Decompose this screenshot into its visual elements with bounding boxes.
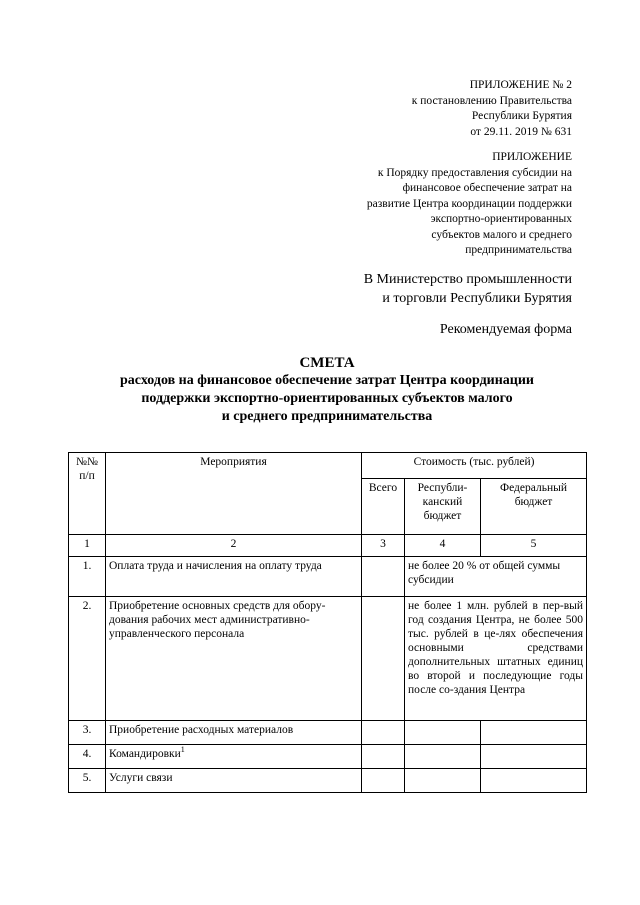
row-number: 2. <box>69 597 106 721</box>
col-event-header: Мероприятия <box>106 453 362 535</box>
row-federal-cell <box>481 745 587 769</box>
appendix-line: финансовое обеспечение затрат на <box>402 182 572 194</box>
column-number: 4 <box>405 535 481 557</box>
appendix-line: к Порядку предоставления субсидии на <box>377 166 572 179</box>
header-row <box>69 453 587 479</box>
addressee-line: и торговли Республики Бурятия <box>382 291 572 306</box>
row-federal-cell <box>481 769 587 793</box>
row-number: 5. <box>69 769 106 793</box>
row-event-cell <box>106 745 362 769</box>
appendix-2-header <box>412 78 572 140</box>
col-total-header: Всего <box>362 479 405 535</box>
row-federal-cell <box>481 721 587 745</box>
row-budget-note: не более 1 млн. рублей в пер-вый год создания Центра, не более 500 тыс. рублей в це-лях обеспечения основными средствами дополнительных штатных единиц во второй и последующие годы после со-здания Центра <box>405 597 587 721</box>
column-number: 5 <box>481 535 587 557</box>
appendix-line: экспортно-ориентированных <box>430 213 572 225</box>
appendix-line: ПРИЛОЖЕНИЕ <box>492 151 572 163</box>
appendix-line: развитие Центра координации поддержки <box>366 197 572 210</box>
row-total-cell <box>362 557 405 597</box>
row-event: Услуги связи <box>106 769 362 793</box>
appendix-line: субъектов малого и среднего <box>431 228 572 241</box>
table-row <box>69 721 587 745</box>
row-republic-cell <box>405 769 481 793</box>
col-federal-header: Федеральный бюджет <box>481 479 587 535</box>
appendix-2-line: к постановлению Правительства <box>411 94 572 107</box>
table-row <box>69 557 587 597</box>
form-note: Рекомендуемая форма <box>439 322 572 337</box>
title-line: и среднего предпринимательства <box>221 409 433 424</box>
appendix-2-line: ПРИЛОЖЕНИЕ № 2 <box>469 79 572 91</box>
row-republic-cell <box>405 745 481 769</box>
row-number: 4. <box>69 745 106 769</box>
table-row <box>69 769 587 793</box>
col-cost-header: Стоимость (тыс. рублей) <box>362 453 587 479</box>
row-number: 3. <box>69 721 106 745</box>
title-heading: СМЕТА <box>299 355 355 371</box>
row-event: Командировки <box>109 748 181 760</box>
appendix-line: предпринимательства <box>465 244 572 256</box>
row-republic-cell <box>405 721 481 745</box>
addressee-line: В Министерство промышленности <box>363 272 572 287</box>
column-number-row <box>69 535 587 557</box>
row-event: Оплата труда и начисления на оплату труда <box>106 557 362 597</box>
title-line: поддержки экспортно-ориентированных субъектов малого <box>141 391 513 406</box>
addressee <box>364 270 572 308</box>
column-number: 2 <box>106 535 362 557</box>
row-total-cell <box>362 597 405 721</box>
footnote-marker: 1 <box>180 745 185 755</box>
row-budget-note: не более 20 % от общей суммы субсидии <box>405 557 587 597</box>
appendix-header <box>367 150 572 259</box>
row-total-cell <box>362 721 405 745</box>
table-row <box>69 745 587 769</box>
column-number: 1 <box>69 535 106 557</box>
appendix-2-line: Республики Бурятия <box>471 110 572 122</box>
column-number: 3 <box>362 535 405 557</box>
title-line: расходов на финансовое обеспечение затрат Центра координации <box>120 373 534 388</box>
row-event: Приобретение расходных материалов <box>106 721 362 745</box>
row-total-cell <box>362 745 405 769</box>
col-no-header: №№ п/п <box>69 453 106 535</box>
table-row <box>69 597 587 721</box>
row-event: Приобретение основных средств для обору-дования рабочих мест административно-управленческого персонала <box>106 597 362 721</box>
col-republic-header: Республи-канский бюджет <box>405 479 481 535</box>
row-total-cell <box>362 769 405 793</box>
row-number: 1. <box>69 557 106 597</box>
estimate-table <box>68 452 587 793</box>
appendix-2-line: от 29.11. 2019 № 631 <box>470 125 572 138</box>
document-title <box>68 354 586 426</box>
